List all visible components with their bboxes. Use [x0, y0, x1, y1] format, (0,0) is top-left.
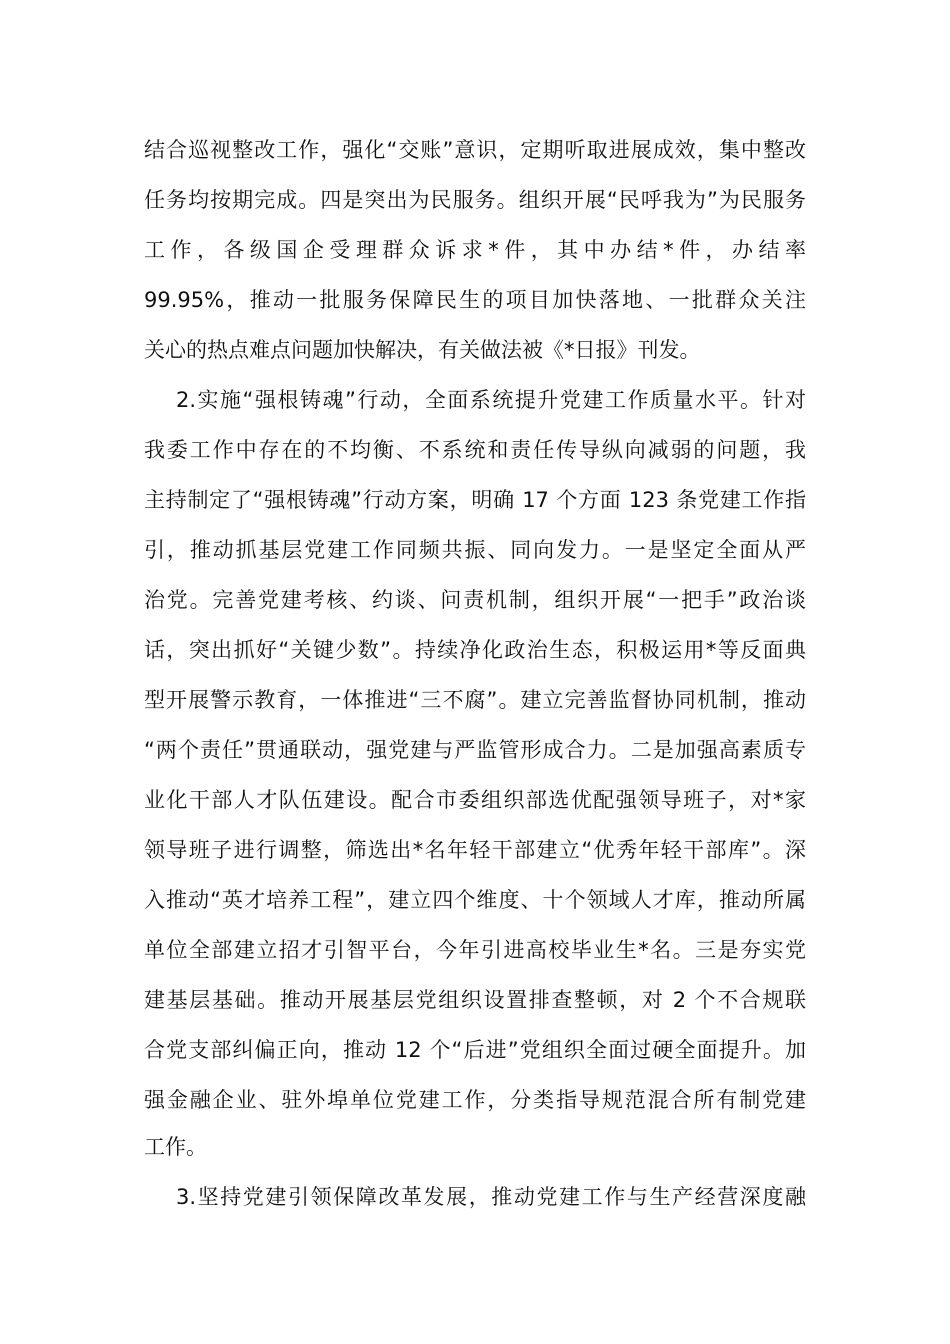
text-line: 引，推动抓基层党建工作同频共振、同向发力。一是坚定全面从严	[144, 538, 806, 562]
text-line: 建基层基础。推动开展基层党组织设置排查整顿，对 2 个不合规联	[144, 988, 806, 1012]
text-line: 强金融企业、驻外埠单位党建工作，分类指导规范混合所有制党建	[144, 1088, 806, 1112]
text-line: 领导班子进行调整，筛选出*名年轻干部建立“优秀年轻干部库”。深	[144, 838, 806, 862]
text-line: 我委工作中存在的不均衡、不系统和责任传导纵向减弱的问题，我	[144, 438, 806, 462]
text-line: 治党。完善党建考核、约谈、问责机制，组织开展“一把手”政治谈	[144, 588, 806, 612]
paragraph-last-line: 工作。	[144, 1135, 207, 1159]
text-line: 结合巡视整改工作，强化“交账”意识，定期听取进展成效，集中整改	[144, 138, 806, 162]
text-line: “两个责任”贯通联动，强党建与严监管形成合力。二是加强高素质专	[144, 738, 806, 762]
text-line: 话，突出抓好“关键少数”。持续净化政治生态，积极运用*等反面典	[144, 638, 806, 662]
text-line: 99.95%，推动一批服务保障民生的项目加快落地、一批群众关注	[144, 288, 806, 312]
paragraph-first-line: 3.坚持党建引领保障改革发展，推动党建工作与生产经营深度融	[176, 1185, 806, 1209]
text-line: 工作，各级国企受理群众诉求*件，其中办结*件，办结率	[144, 238, 806, 262]
text-line: 主持制定了“强根铸魂”行动方案，明确 17 个方面 123 条党建工作指	[144, 488, 806, 512]
text-line: 入推动“英才培养工程”，建立四个维度、十个领域人才库，推动所属	[144, 888, 806, 912]
paragraph-first-line: 2.实施“强根铸魂”行动，全面系统提升党建工作质量水平。针对	[176, 388, 806, 412]
text-line: 合党支部纠偏正向，推动 12 个“后进”党组织全面过硬全面提升。加	[144, 1038, 806, 1062]
text-line: 型开展警示教育，一体推进“三不腐”。建立完善监督协同机制，推动	[144, 688, 806, 712]
paragraph-last-line: 关心的热点难点问题加快解决，有关做法被《*日报》刊发。	[144, 338, 701, 362]
text-line: 单位全部建立招才引智平台，今年引进高校毕业生*名。三是夯实党	[144, 938, 806, 962]
text-line: 业化干部人才队伍建设。配合市委组织部选优配强领导班子，对*家	[144, 788, 806, 812]
text-line: 任务均按期完成。四是突出为民服务。组织开展“民呼我为”为民服务	[144, 188, 806, 212]
